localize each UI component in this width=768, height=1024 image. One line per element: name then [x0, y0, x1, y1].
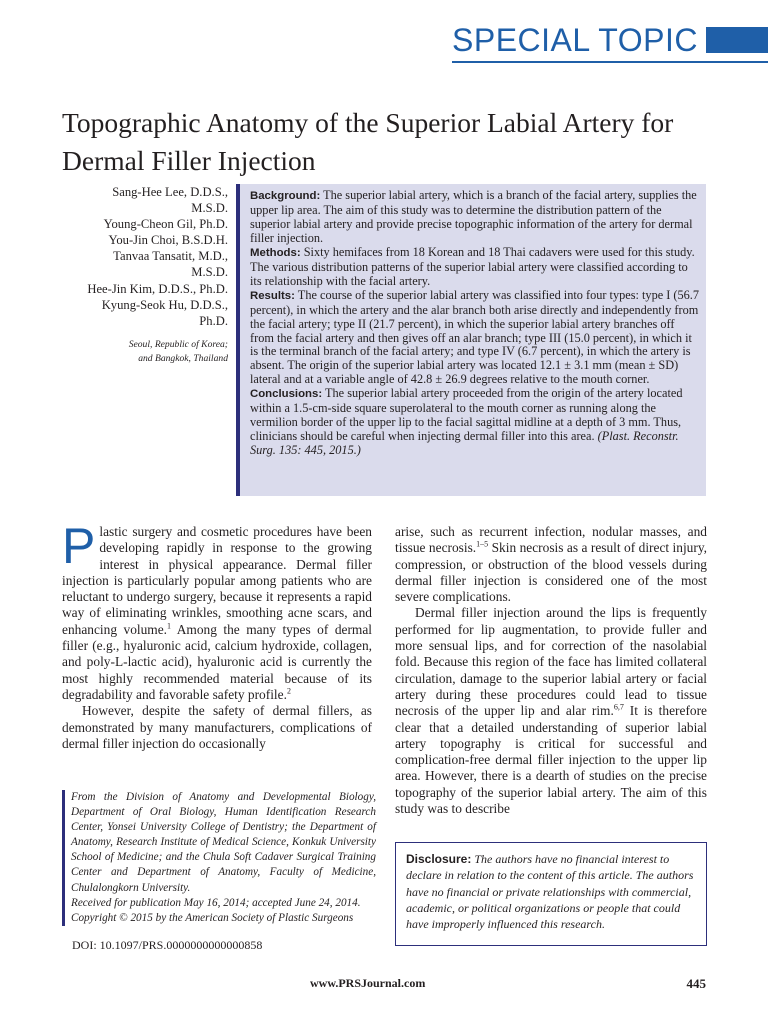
- section-label: SPECIAL TOPIC: [452, 22, 698, 58]
- author-line: M.S.D.: [191, 265, 228, 280]
- abstract-text: The course of the superior labial artery was classified into four types: type I (56.7 percent), in which the artery and the alar branch both arise directly and independently from the facial artery; type II (21.7 percent), in which the superior labial artery branches off from the facial artery and then gives off an alar branch; type III (15.0 percent), in which it is the terminal branch of the facial artery; and type IV (6.7 percent), in which the artery is absent. The origin of the superior labial artery was located 12.1 ± 3.1 mm (mean ± SD) lateral and at a variable angle of 42.8 ± 26.9 degrees relative to the mouth corner.: [250, 287, 700, 387]
- author-line: M.S.D.: [191, 201, 228, 216]
- section-header: [448, 18, 768, 62]
- article-title: Topographic Anatomy of the Superior Labial Artery for Dermal Filler Injection: [62, 107, 674, 176]
- author-list: [48, 184, 228, 366]
- paragraph-text: lastic surgery and cosmetic procedures have been developing rapidly in response to the growing interest in physical appearance. Dermal filler injection is particularly popular among patients who are reluctant to undergo surgery, because it represents a rapid way of eliminating wrinkles, smoothing acne scars, and enhancing volume.: [62, 524, 372, 637]
- disclosure-text: The authors have no financial interest to declare in relation to the content of this article. The authors have no financial or private relationships with commercial, academic, or political organizations or people that could have improperly influenced this research.: [406, 852, 694, 932]
- journal-url-link[interactable]: www.PRSJournal.com: [310, 976, 426, 990]
- footnote-line: From the Division of Anatomy and Developmental Biology, Department of Oral Biology, Human Identification Research Center, Yonsei University College of Dentistry; the Department of Anatomy, Research Institute of Medical Science, Konkuk University School of Medicine; and the Chula Soft Cadaver Surgical Training Center and Department of Anatomy, Faculty of Medicine, Chulalongkorn University.: [71, 791, 376, 894]
- abstract-text: The superior labial artery proceeded from the origin of the artery located within a 1.5-cm-side square superolateral to the mouth corner as running along the vermilion border of the upper lip to the facial sagittal midline at a depth of 3 mm. Thus, clinicians should be careful when injecting dermal filler into this area.: [250, 386, 683, 444]
- header-rule: [452, 61, 768, 63]
- paragraph-text: Skin necrosis as a result of direct injury, compression, or obstruction of the blood vessels during dermal filler injection is considered one of the most severe complications.: [395, 540, 708, 605]
- paragraph-text: It is therefore clear that a detailed understanding of superior labial artery topography is critical for successful and complication-free dermal filler injection to the upper lip area. However, there is a dearth of studies on the precise topography of the superior labial artery. The aim of this study was to describe: [395, 703, 708, 817]
- abstract-text: Sixty hemifaces from 18 Korean and 18 Thai cadavers were used for this study. The various distribution patterns of the superior labial artery were classified according to its relationship with the facial artery.: [250, 244, 695, 288]
- body-column-right: [395, 524, 707, 817]
- author-line: Tanvaa Tansatit, M.D.,: [113, 249, 228, 264]
- section-accent-bar: [706, 27, 768, 53]
- doi-link[interactable]: DOI: 10.1097/PRS.0000000000000858: [72, 938, 263, 952]
- body-paragraph: [395, 524, 707, 605]
- abstract-results: [250, 289, 700, 388]
- body-paragraph: [62, 703, 372, 752]
- author-line: Ph.D.: [199, 313, 228, 328]
- abstract-text: The superior labial artery, which is a branch of the facial artery, supplies the upper lip area. The aim of this study was to determine the distribution pattern of the superior labial artery and provide precise topographic information of the artery for dermal filler injection.: [250, 188, 697, 245]
- abstract-box: [236, 184, 706, 496]
- affiliation-line: Seoul, Republic of Korea;: [128, 338, 228, 350]
- affiliation-line: and Bangkok, Thailand: [138, 352, 228, 364]
- citation-ref: 2: [286, 686, 291, 696]
- author-line: Sang-Hee Lee, D.D.S.,: [112, 185, 228, 199]
- footnote-line: Received for publication May 16, 2014; accepted June 24, 2014.: [71, 896, 361, 909]
- paragraph-text: arise, such as recurrent infection, nodular masses, and tissue necrosis.: [395, 524, 707, 556]
- citation-ref: 1: [167, 621, 172, 631]
- abstract-label: Conclusions:: [250, 388, 323, 401]
- body-paragraph: [62, 518, 372, 703]
- abstract-background: [250, 189, 700, 246]
- author-line: Kyung-Seok Hu, D.D.S.,: [101, 297, 228, 312]
- citation-ref: 1–5: [476, 539, 489, 549]
- paragraph-text: However, despite the safety of dermal fillers, as demonstrated by many manufacturers, complications of dermal filler injection do occasionally: [62, 703, 372, 751]
- paragraph-text: Among the many types of dermal filler (e.g., hyaluronic acid, calcium hydroxide, collagen, and poly-L-lactic acid), hyaluronic acid is currently the most highly recommended material because of its degradability and favorable safety profile.: [62, 621, 372, 702]
- abstract-label: Results:: [250, 289, 295, 302]
- author-line: Hee-Jin Kim, D.D.S., Ph.D.: [87, 281, 228, 296]
- abstract-label: Background:: [250, 190, 321, 202]
- disclosure-label: Disclosure:: [406, 852, 472, 866]
- author-line: Young-Cheon Gil, Ph.D.: [103, 217, 228, 232]
- abstract-methods: [250, 246, 700, 289]
- body-paragraph: [395, 605, 707, 817]
- page-number: 445: [686, 976, 706, 991]
- affiliation-footnote: [62, 790, 376, 926]
- author-affiliation: [48, 338, 228, 366]
- citation-ref: 6,7: [613, 702, 624, 712]
- body-column-left: [62, 518, 372, 752]
- footnote-line: Copyright © 2015 by the American Society of Plastic Surgeons: [71, 911, 354, 924]
- abstract-label: Methods:: [250, 246, 301, 259]
- abstract-conclusions: [250, 387, 700, 458]
- abstract-citation: (Plast. Reconstr. Surg. 135: 445, 2015.): [250, 429, 679, 458]
- disclosure-box: [395, 842, 707, 946]
- author-line: You-Jin Choi, B.S.D.H.: [108, 233, 228, 248]
- paragraph-text: Dermal filler injection around the lips is frequently performed for lip augmentation, to provide fuller and more sensual lips, and for correction of the nasolabial fold. Because this region of the face has limited collateral circulation, damage to the superior labial artery or facial artery during these procedures could lead to tissue necrosis of the upper lip and alar rim.: [395, 605, 707, 719]
- drop-cap: P: [62, 518, 96, 574]
